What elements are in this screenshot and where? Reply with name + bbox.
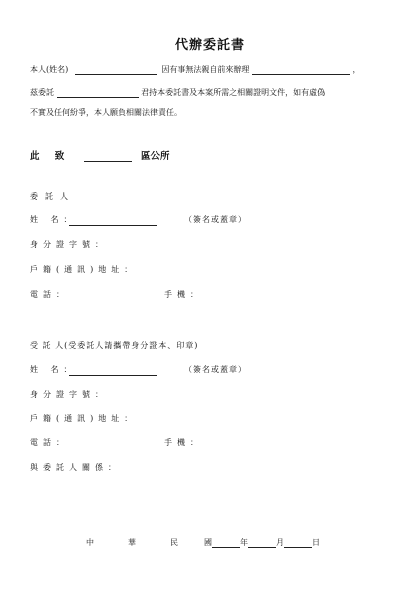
delegator-phone-label: 電話： [30, 290, 69, 299]
to-label: 此 致 [30, 151, 71, 162]
delegatee-phone-label: 電話： [30, 438, 69, 447]
addressee-line [30, 148, 169, 162]
date-char-guo: 國 [204, 538, 212, 547]
matter-blank[interactable] [252, 65, 350, 75]
declaration-line-3: 不實及任何紛爭，本人願負相關法律責任。 [30, 108, 182, 117]
delegatee-section-label: 受 託 人(受委託人請攜帶身分證本、印章) [30, 341, 199, 350]
delegator-sign-note: （簽名或蓋章） [184, 215, 247, 224]
district-office-label: 區公所 [140, 151, 170, 162]
delegatee-id-label: 身分證字號： [30, 390, 108, 399]
day-blank[interactable] [284, 538, 312, 548]
reason-text: 因有事無法親自前來辦理 [161, 65, 250, 74]
delegator-name-field-label: 姓 名： [30, 215, 77, 224]
delegatee-name-field[interactable] [69, 366, 157, 376]
day-label: 日 [312, 538, 320, 547]
month-label: 月 [276, 538, 284, 547]
entrust-text: 君持本委託書及本案所需之相關證明文件，如有虛偽 [141, 88, 326, 97]
district-blank[interactable] [84, 151, 132, 162]
declaration-line-2 [30, 87, 325, 98]
delegator-name-label: 本人(姓名) [30, 65, 69, 74]
date-char-hua: 華 [128, 538, 136, 547]
delegatee-address-label: 戶籍(通訊)地址： [30, 414, 138, 423]
delegatee-sign-note: （簽名或蓋章） [184, 365, 247, 374]
date-line [86, 537, 320, 548]
delegator-address-label: 戶籍(通訊)地址： [30, 265, 138, 274]
delegator-id-label: 身分證字號： [30, 240, 108, 249]
delegator-mobile-label: 手機： [164, 290, 203, 299]
line1-comma: ， [352, 65, 361, 74]
document-title: 代辦委託書 [174, 38, 245, 53]
year-label: 年 [240, 538, 248, 547]
delegatee-name-blank[interactable] [57, 88, 139, 98]
delegator-name-blank[interactable] [75, 65, 157, 75]
delegatee-mobile-label: 手機： [164, 438, 203, 447]
delegatee-relation-label: 與委託人關係： [30, 463, 121, 472]
declaration-line-1 [30, 64, 360, 75]
delegatee-name-field-label: 姓 名： [30, 365, 77, 374]
month-blank[interactable] [248, 538, 276, 548]
date-char-min: 民 [170, 538, 178, 547]
delegator-name-field[interactable] [69, 216, 157, 226]
delegator-section-label: 委託人 [30, 192, 75, 201]
year-blank[interactable] [212, 538, 240, 548]
entrust-label: 茲委託 [30, 88, 54, 97]
date-char-zhong: 中 [86, 538, 94, 547]
